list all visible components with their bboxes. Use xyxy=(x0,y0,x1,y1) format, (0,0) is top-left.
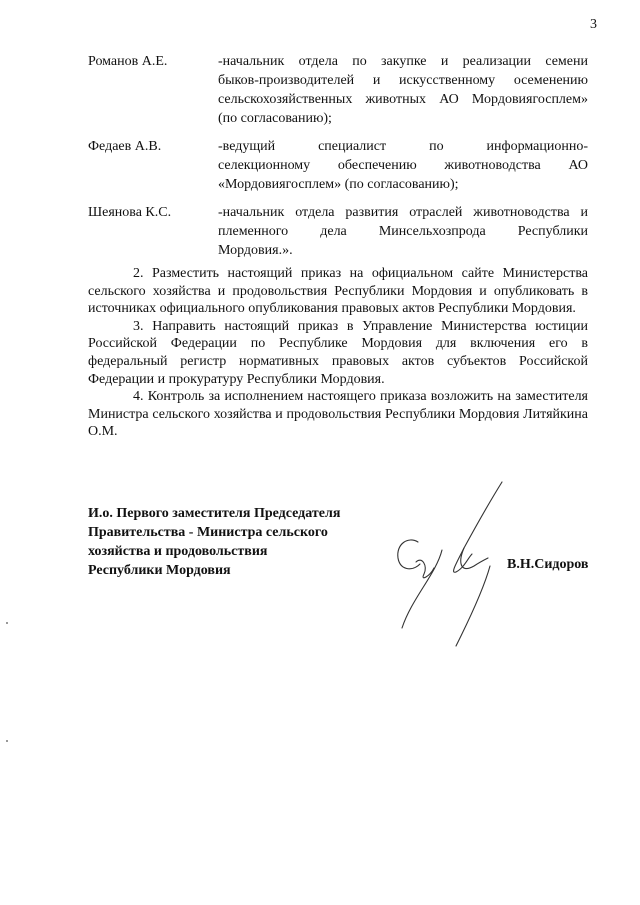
members-list xyxy=(88,52,588,269)
signatory-position-line: хозяйства и продовольствия xyxy=(88,544,268,559)
member-name: Шеянова К.С. xyxy=(88,205,172,220)
signatory-position-line: И.о. Первого заместителя Председателя xyxy=(88,506,341,521)
order-paragraphs xyxy=(88,265,588,441)
member-role xyxy=(218,203,588,260)
paragraph-control: 4. Контроль за исполнением настоящего приказа возложить на заместителя Министра сельского хозяйства и продовольствия Республики Мордовия Литяйкина О.М. xyxy=(88,389,588,440)
margin-mark xyxy=(6,740,8,742)
member-row xyxy=(88,137,588,194)
signatory-position-line: Республики Мордовия xyxy=(88,563,231,578)
member-role-line: быков-производителей и искусственному осеменению xyxy=(218,73,588,88)
paragraph-publish: 2. Разместить настоящий приказ на официальном сайте Министерства сельского хозяйства и продовольствия Республики Мордовия и опубликовать в источниках официального опубликования правовых актов Республики Мордовия. xyxy=(88,266,588,317)
paragraph-justice-registry: 3. Направить настоящий приказ в Управление Министерства юстиции Российской Федерации по Республике Мордовия для включения его в федеральный регистр нормативных правовых актов субъектов Российской Федерации и прокуратуру Республики Мордовия. xyxy=(88,318,588,387)
member-name: Федаев А.В. xyxy=(88,139,162,154)
signatory-position-line: Правительства - Министра сельского xyxy=(88,525,328,540)
member-role xyxy=(218,137,588,194)
member-name: Романов А.Е. xyxy=(88,54,168,69)
member-row xyxy=(88,203,588,260)
member-role-line: «Мордовиягосплем» (по согласованию); xyxy=(218,177,459,192)
member-role-line: Мордовия.». xyxy=(218,243,293,258)
margin-mark xyxy=(6,622,8,624)
member-role-line: селекционному обеспечению животноводства АО xyxy=(218,158,588,173)
member-row xyxy=(88,52,588,128)
member-role-line: племенного дела Минсельхозпрода Республики xyxy=(218,224,588,239)
member-role-line: -начальник отдела по закупке и реализации семени xyxy=(218,54,588,69)
member-role-line: -ведущий специалист по информационно- xyxy=(218,139,588,154)
member-role-line: (по согласованию); xyxy=(218,111,332,126)
signatory-name: В.Н.Сидоров xyxy=(507,557,589,572)
page-number: 3 xyxy=(590,17,597,32)
member-role xyxy=(218,52,588,128)
member-role-line: сельскохозяйственных животных АО Мордовиягосплем» xyxy=(218,92,588,107)
signatory-position xyxy=(88,504,388,580)
member-role-line: -начальник отдела развития отраслей животноводства и xyxy=(218,205,588,220)
